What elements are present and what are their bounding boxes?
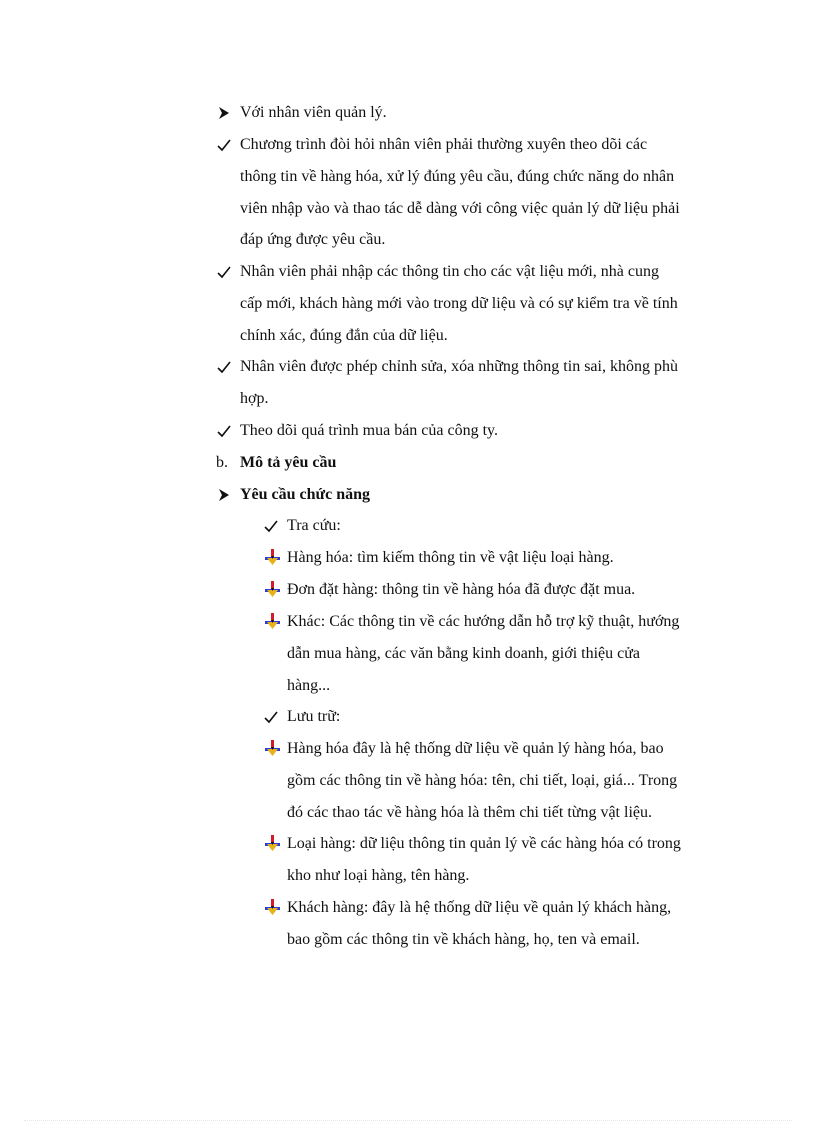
checkmark-bullet-icon <box>264 707 278 727</box>
section-heading: Mô tả yêu cầu <box>240 454 337 471</box>
checkmark-bullet-icon <box>217 135 231 155</box>
text-line: viên nhập vào và thao tác dễ dàng với công việc quản lý dữ liệu phải <box>240 200 680 217</box>
text-line: đáp ứng được yêu cầu. <box>240 231 386 248</box>
text-line: Nhân viên phải nhập các thông tin cho các vật liệu mới, nhà cung <box>240 263 659 280</box>
text-line: Lưu trữ: <box>287 708 341 725</box>
text-line: Với nhân viên quản lý. <box>240 104 387 121</box>
text-line: dẫn mua hàng, các văn bằng kinh doanh, giới thiệu cửa <box>287 645 641 662</box>
down-arrow-bullet-icon <box>264 898 282 918</box>
text-line: gồm các thông tin về hàng hóa: tên, chi tiết, loại, giá... Trong <box>287 772 678 789</box>
down-arrow-bullet-icon <box>264 548 282 568</box>
text-line: Chương trình đòi hỏi nhân viên phải thường xuyên theo dõi các <box>240 136 648 153</box>
chevron-bullet-icon <box>218 485 230 505</box>
down-arrow-bullet-icon <box>264 834 282 854</box>
checkmark-bullet-icon <box>217 357 231 377</box>
down-arrow-bullet-icon <box>264 612 282 632</box>
page-bottom-divider <box>24 1120 792 1121</box>
text-line: đó các thao tác về hàng hóa là thêm chi tiết từng vật liệu. <box>287 804 652 821</box>
text-line: Loại hàng: dữ liệu thông tin quản lý về các hàng hóa có trong <box>287 835 681 852</box>
text-line: cấp mới, khách hàng mới vào trong dữ liệu và có sự kiểm tra về tính <box>240 295 678 312</box>
checkmark-bullet-icon <box>217 262 231 282</box>
chevron-bullet-icon <box>218 103 230 123</box>
checkmark-bullet-icon <box>264 516 278 536</box>
text-line: chính xác, đúng đắn của dữ liệu. <box>240 327 448 344</box>
text-line: Theo dõi quá trình mua bán của công ty. <box>240 422 498 439</box>
subsection-heading: Yêu cầu chức năng <box>240 486 371 503</box>
text-line: thông tin về hàng hóa, xử lý đúng yêu cầu, đúng chức năng do nhân <box>240 168 675 185</box>
checkmark-bullet-icon <box>217 421 231 441</box>
text-line: Nhân viên được phép chỉnh sửa, xóa những thông tin sai, không phù <box>240 358 678 375</box>
text-line: Hàng hóa đây là hệ thống dữ liệu về quản lý hàng hóa, bao <box>287 740 664 757</box>
section-letter: b. <box>216 454 228 471</box>
text-line: bao gồm các thông tin về khách hàng, họ, ten và email. <box>287 931 640 948</box>
text-line: Khách hàng: đây là hệ thống dữ liệu về quản lý khách hàng, <box>287 899 672 916</box>
text-line: hợp. <box>240 390 269 407</box>
text-line: Đơn đặt hàng: thông tin về hàng hóa đã được đặt mua. <box>287 581 636 598</box>
text-line: Hàng hóa: tìm kiếm thông tin về vật liệu loại hàng. <box>287 549 614 566</box>
text-line: kho như loại hàng, tên hàng. <box>287 867 470 884</box>
text-line: Tra cứu: <box>287 517 341 534</box>
down-arrow-bullet-icon <box>264 580 282 600</box>
text-line: hàng... <box>287 677 331 694</box>
down-arrow-bullet-icon <box>264 739 282 759</box>
text-line: Khác: Các thông tin về các hướng dẫn hỗ trợ kỹ thuật, hướng <box>287 613 680 630</box>
